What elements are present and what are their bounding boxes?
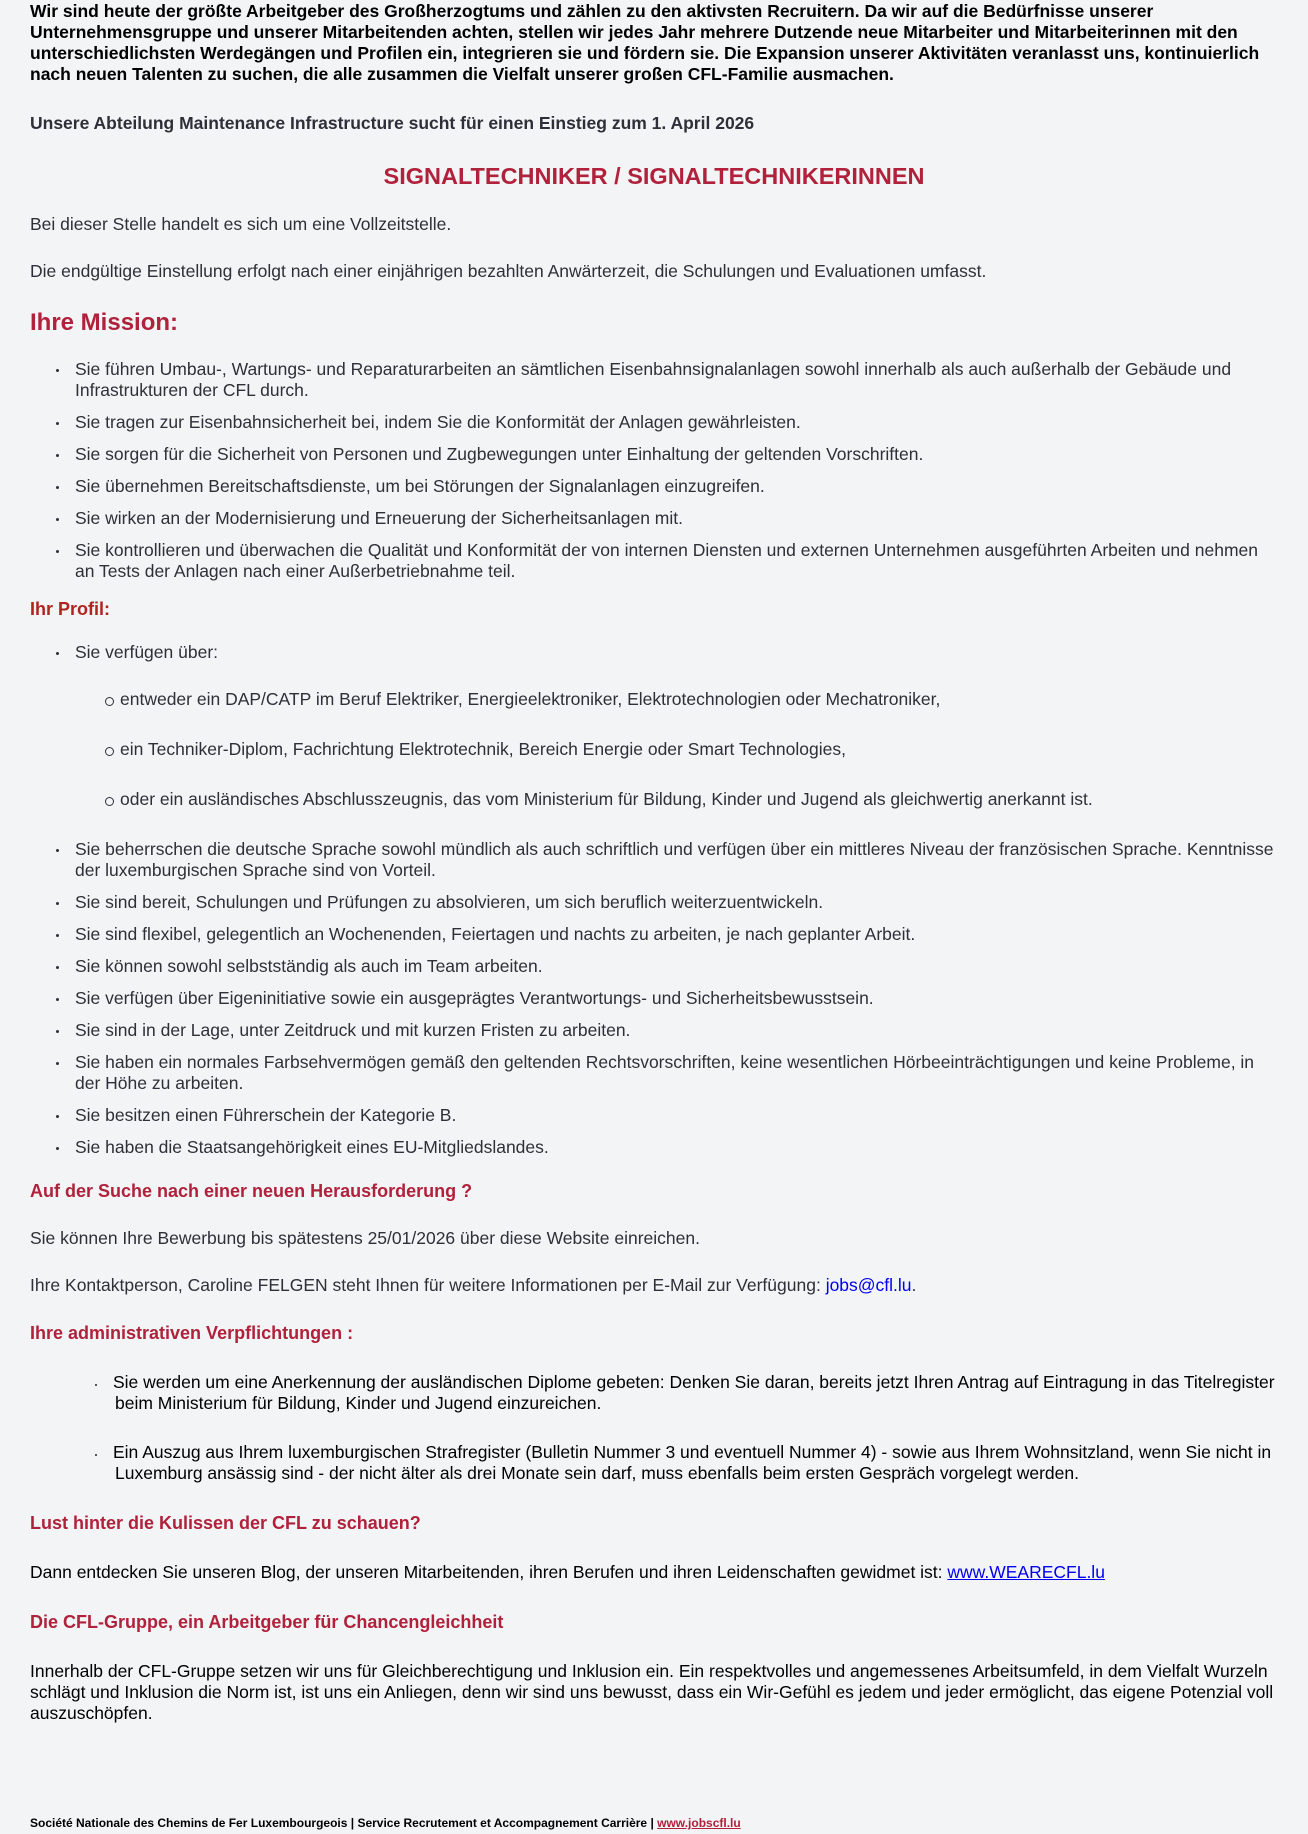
blog-text-content: Dann entdecken Sie unseren Blog, der unseren Mitarbeitenden, ihren Berufen und ihren Leidenschaften gewidmet ist: [30,1562,948,1582]
contact-suffix: . [911,1275,917,1295]
admin-item: Ein Auszug aus Ihrem luxemburgischen Strafregister (Bulletin Nummer 3 und eventuell Nummer 4) - sowie aus Ihrem Wohnsitzland, wenn Sie nicht in Luxemburg ansässig sind - der nicht älter als drei Monate sein darf, muss ebenfalls beim ersten Gespräch vorgelegt werden. [115,1442,1278,1484]
profile-item: Sie sind in der Lage, unter Zeitdruck und mit kurzen Fristen zu arbeiten. [75,1020,1278,1041]
profile-item: Sie sind flexibel, gelegentlich an Wochenenden, Feiertagen und nachts zu arbeiten, je nach geplanter Arbeit. [75,924,1278,945]
job-title: SIGNALTECHNIKER / SIGNALTECHNIKERINNEN [383,163,925,189]
profile-item: Sie haben die Staatsangehörigkeit eines EU-Mitgliedslandes. [75,1137,1278,1158]
contact-text [30,1275,1278,1296]
profile-list [30,642,1278,1158]
fulltime-text: Bei dieser Stelle handelt es sich um eine Vollzeitstelle. [30,214,452,234]
mission-list [30,359,1278,582]
profile-item: Sie verfügen über Eigeninitiative sowie ein ausgeprägtes Verantwortungs- und Sicherheitsbewusstsein. [75,988,1278,1009]
profile-item: Sie können sowohl selbstständig als auch im Team arbeiten. [75,956,1278,977]
profile-heading: Ihr Profil: [30,599,110,619]
blog-heading: Lust hinter die Kulissen der CFL zu schauen? [30,1513,421,1533]
blog-link[interactable]: www.WEARECFL.lu [947,1562,1105,1582]
mission-item: Sie wirken an der Modernisierung und Erneuerung der Sicherheitsanlagen mit. [75,508,1278,529]
department-subheading: Unsere Abteilung Maintenance Infrastructure sucht für einen Einstieg zum 1. April 2026 [30,113,755,133]
contact-prefix: Ihre Kontaktperson, Caroline FELGEN steht Ihnen für weitere Informationen per E-Mail zur Verfügung: [30,1275,826,1295]
profile-item: Sie sind bereit, Schulungen und Prüfungen zu absolvieren, um sich beruflich weiterzuentwickeln. [75,892,1278,913]
qualification-item: entweder ein DAP/CATP im Beruf Elektriker, Energieelektroniker, Elektrotechnologien oder Mechatroniker, [103,689,1278,710]
footer [30,1816,741,1830]
blog-text [30,1562,1278,1583]
intro-paragraph: Wir sind heute der größte Arbeitgeber des Großherzogtums und zählen zu den aktivsten Recruitern. Da wir auf die Bedürfnisse unserer Unternehmensgruppe und unserer Mitarbeitenden achten, stellen wir jedes Jahr mehrere Dutzende neue Mitarbeiter und Mitarbeiterinnen mit den unterschiedlichsten Werdegängen und Profilen ein, integrieren sie und fördern sie. Die Expansion unserer Aktivitäten veranlasst uns, kontinuierlich nach neuen Talenten zu suchen, die alle zusammen die Vielfalt unserer großen CFL-Familie ausmachen. [30,1,1260,84]
equality-text: Innerhalb der CFL-Gruppe setzen wir uns für Gleichberechtigung und Inklusion ein. Ein respektvolles und angemessenes Arbeitsumfeld, in dem Vielfalt Wurzeln schlägt und Inklusion die Norm ist, ist uns ein Anliegen, denn wir sind uns bewusst, dass ein Wir-Gefühl es jedem und jeder ermöglicht, das eigene Potenzial voll auszuschöpfen. [30,1661,1274,1723]
admin-heading: Ihre administrativen Verpflichtungen : [30,1323,354,1343]
profile-item [75,642,1278,810]
qualification-sublist [75,689,1278,810]
mission-item: Sie sorgen für die Sicherheit von Personen und Zugbewegungen unter Einhaltung der geltenden Vorschriften. [75,444,1278,465]
qualification-item: oder ein ausländisches Abschlusszeugnis, das vom Ministerium für Bildung, Kinder und Jugend als gleichwertig anerkannt ist. [103,789,1278,810]
deadline-text: Sie können Ihre Bewerbung bis spätestens 25/01/2026 über diese Website einreichen. [30,1228,700,1248]
footer-text: Société Nationale des Chemins de Fer Luxembourgeois | Service Recrutement et Accompagnement Carrière | [30,1816,658,1830]
equality-heading: Die CFL-Gruppe, ein Arbeitgeber für Chancengleichheit [30,1612,504,1632]
admin-list [30,1372,1278,1484]
profile-item: Sie besitzen einen Führerschein der Kategorie B. [75,1105,1278,1126]
probation-text: Die endgültige Einstellung erfolgt nach einer einjährigen bezahlten Anwärterzeit, die Schulungen und Evaluationen umfasst. [30,261,987,281]
contact-email-link[interactable]: jobs@cfl.lu [825,1275,912,1295]
mission-item: Sie übernehmen Bereitschaftsdienste, um bei Störungen der Signalanlagen einzugreifen. [75,476,1278,497]
mission-item: Sie tragen zur Eisenbahnsicherheit bei, indem Sie die Konformität der Anlagen gewährleisten. [75,412,1278,433]
profile-item: Sie haben ein normales Farbsehvermögen gemäß den geltenden Rechtsvorschriften, keine wesentlichen Hörbeeinträchtigungen und keine Probleme, in der Höhe zu arbeiten. [75,1052,1278,1094]
qualification-item: ein Techniker-Diplom, Fachrichtung Elektrotechnik, Bereich Energie oder Smart Technologies, [103,739,1278,760]
mission-item: Sie führen Umbau-, Wartungs- und Reparaturarbeiten an sämtlichen Eisenbahnsignalanlagen sowohl innerhalb als auch außerhalb der Gebäude und Infrastrukturen der CFL durch. [75,359,1278,401]
profile-item-text: Sie verfügen über: [75,642,219,662]
mission-heading: Ihre Mission: [30,309,179,336]
challenge-heading: Auf der Suche nach einer neuen Herausforderung ? [30,1181,473,1201]
footer-link[interactable]: www.jobscfl.lu [657,1816,741,1830]
admin-item: Sie werden um eine Anerkennung der ausländischen Diplome gebeten: Denken Sie daran, bereits jetzt Ihren Antrag auf Eintragung in das Titelregister beim Ministerium für Bildung, Kinder und Jugend einzureichen. [115,1372,1278,1414]
profile-item: Sie beherrschen die deutsche Sprache sowohl mündlich als auch schriftlich und verfügen über ein mittleres Niveau der französischen Sprache. Kenntnisse der luxemburgischen Sprache sind von Vorteil. [75,839,1278,881]
mission-item: Sie kontrollieren und überwachen die Qualität und Konformität der von internen Diensten und externen Unternehmen ausgeführten Arbeiten und nehmen an Tests der Anlagen nach einer Außerbetriebnahme teil. [75,540,1278,582]
